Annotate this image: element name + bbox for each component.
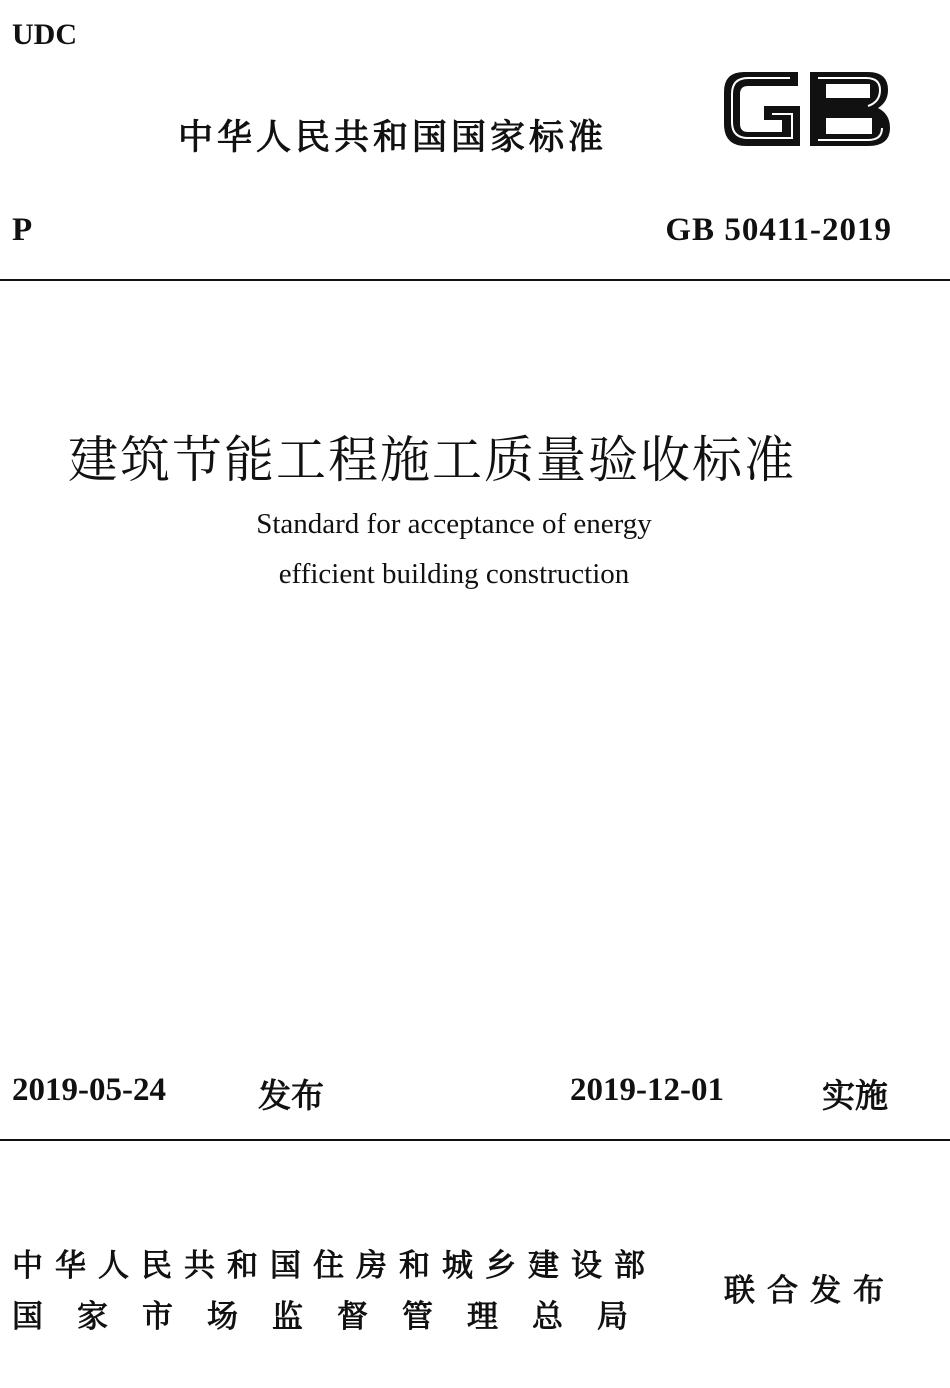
- joint-issue-label: 联合发布: [724, 1273, 896, 1309]
- standard-number: GB 50411-2019: [665, 212, 892, 248]
- bottom-divider: [0, 1139, 950, 1141]
- implementation-date: 2019-12-01: [570, 1072, 724, 1108]
- title-chinese: 建筑节能工程施工质量验收标准: [68, 431, 796, 489]
- implementation-label: 实施: [822, 1076, 888, 1115]
- gb-logo: [718, 62, 894, 154]
- udc-label: UDC: [12, 18, 77, 51]
- national-standard-heading: 中华人民共和国国家标准: [178, 118, 608, 158]
- category-code: P: [12, 212, 33, 248]
- title-english-line-1: Standard for acceptance of energy: [256, 508, 652, 540]
- issue-label: 发布: [258, 1076, 324, 1115]
- issuer-ministry: 中华人民共和国住房和城乡建设部: [12, 1248, 657, 1284]
- issue-date: 2019-05-24: [12, 1072, 166, 1108]
- issuer-administration: 国家市场监督管理总局: [12, 1299, 662, 1335]
- title-english-line-2: efficient building construction: [278, 558, 630, 590]
- top-divider: [0, 279, 950, 281]
